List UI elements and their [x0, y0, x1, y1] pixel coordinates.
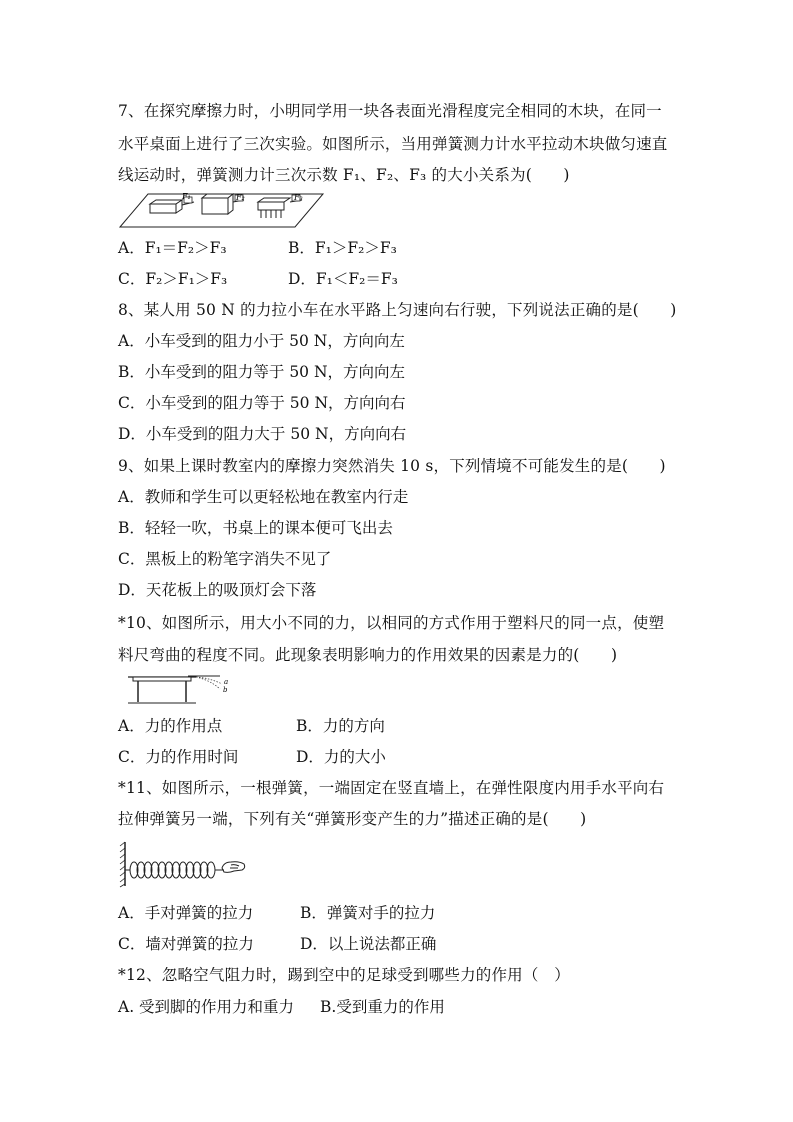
- q11-text-line-2: 拉伸弹簧另一端，下列有关“弹簧形变产生的力”描述正确的是( ): [118, 810, 587, 828]
- q11-text-line-1: *11、如图所示，一根弹簧，一端固定在竖直墙上，在弹性限度内用手水平向右: [118, 779, 665, 797]
- q9-text-line-1: 9、如果上课时教室内的摩擦力突然消失 10 s，下列情境不可能发生的是( ): [118, 457, 666, 475]
- q9-option-d[interactable]: D．天花板上的吸顶灯会下落: [118, 581, 317, 599]
- q7-option-d[interactable]: D．F₁＜F₂＝F₃: [288, 270, 398, 288]
- q9-option-c[interactable]: C．黑板上的粉笔字消失不见了: [118, 550, 332, 568]
- q10-option-a[interactable]: A．力的作用点: [118, 717, 223, 735]
- q10-label-a: a: [224, 678, 229, 686]
- q7-text-line-1: 7、在探究摩擦力时，小明同学用一块各表面光滑程度完全相同的木块，在同一: [118, 102, 662, 120]
- q10-ruler-figure: [128, 670, 238, 704]
- q7-option-a[interactable]: A．F₁＝F₂＞F₃: [118, 239, 227, 257]
- hand: [222, 862, 245, 873]
- q7-label-f1: F₁: [182, 192, 191, 201]
- q7-text-line-3: 线运动时，弹簧测力计三次示数 F₁、F₂、F₃ 的大小关系为( ): [118, 166, 570, 184]
- q8-option-a[interactable]: A．小车受到的阻力小于 50 N，方向向左: [118, 332, 405, 350]
- q11-option-a[interactable]: A．手对弹簧的拉力: [118, 904, 254, 922]
- q9-option-a[interactable]: A．教师和学生可以更轻松地在教室内行走: [118, 488, 409, 506]
- q11-option-c[interactable]: C．墙对弹簧的拉力: [118, 935, 254, 953]
- q7-label-f3: F₃: [294, 193, 303, 202]
- q10-text-line-2: 料尺弯曲的程度不同。此现象表明影响力的作用效果的因素是力的( ): [118, 646, 618, 664]
- q7-text-line-2: 水平桌面上进行了三次实验。如图所示，当用弹簧测力计水平拉动木块做匀速直: [118, 135, 668, 153]
- q8-option-d[interactable]: D．小车受到的阻力大于 50 N，方向向右: [118, 425, 407, 443]
- spring: [125, 862, 224, 878]
- q10-text-line-1: *10、如图所示，用大小不同的力，以相同的方式作用于塑料尺的同一点，使塑: [118, 614, 665, 632]
- q11-option-d[interactable]: D．以上说法都正确: [300, 935, 437, 953]
- q12-text-line-1: *12、忽略空气阻力时，踢到空中的足球受到哪些力的作用（ ）: [118, 966, 570, 984]
- q10-label-b: b: [223, 686, 228, 694]
- q10-option-b[interactable]: B．力的方向: [296, 717, 385, 735]
- q11-spring-figure: [118, 840, 248, 888]
- q10-option-c[interactable]: C．力的作用时间: [118, 748, 239, 766]
- q12-option-b[interactable]: B.受到重力的作用: [320, 998, 445, 1016]
- q8-option-c[interactable]: C．小车受到的阻力等于 50 N，方向向右: [118, 394, 406, 412]
- q11-option-b[interactable]: B．弹簧对手的拉力: [300, 904, 436, 922]
- q8-option-b[interactable]: B．小车受到的阻力等于 50 N，方向向左: [118, 363, 406, 381]
- q7-friction-figure: [118, 192, 328, 232]
- q8-text-line-1: 8、某人用 50 N 的力拉小车在水平路上匀速向右行驶，下列说法正确的是( ): [118, 301, 677, 319]
- q12-option-a[interactable]: A. 受到脚的作用力和重力: [118, 998, 295, 1016]
- q7-option-b[interactable]: B．F₁＞F₂＞F₃: [288, 239, 397, 257]
- q9-option-b[interactable]: B．轻轻一吹，书桌上的课本便可飞出去: [118, 519, 393, 537]
- q10-option-d[interactable]: D．力的大小: [296, 748, 386, 766]
- q7-option-c[interactable]: C．F₂＞F₁＞F₃: [118, 270, 228, 288]
- q7-label-f2: F₂: [236, 193, 245, 202]
